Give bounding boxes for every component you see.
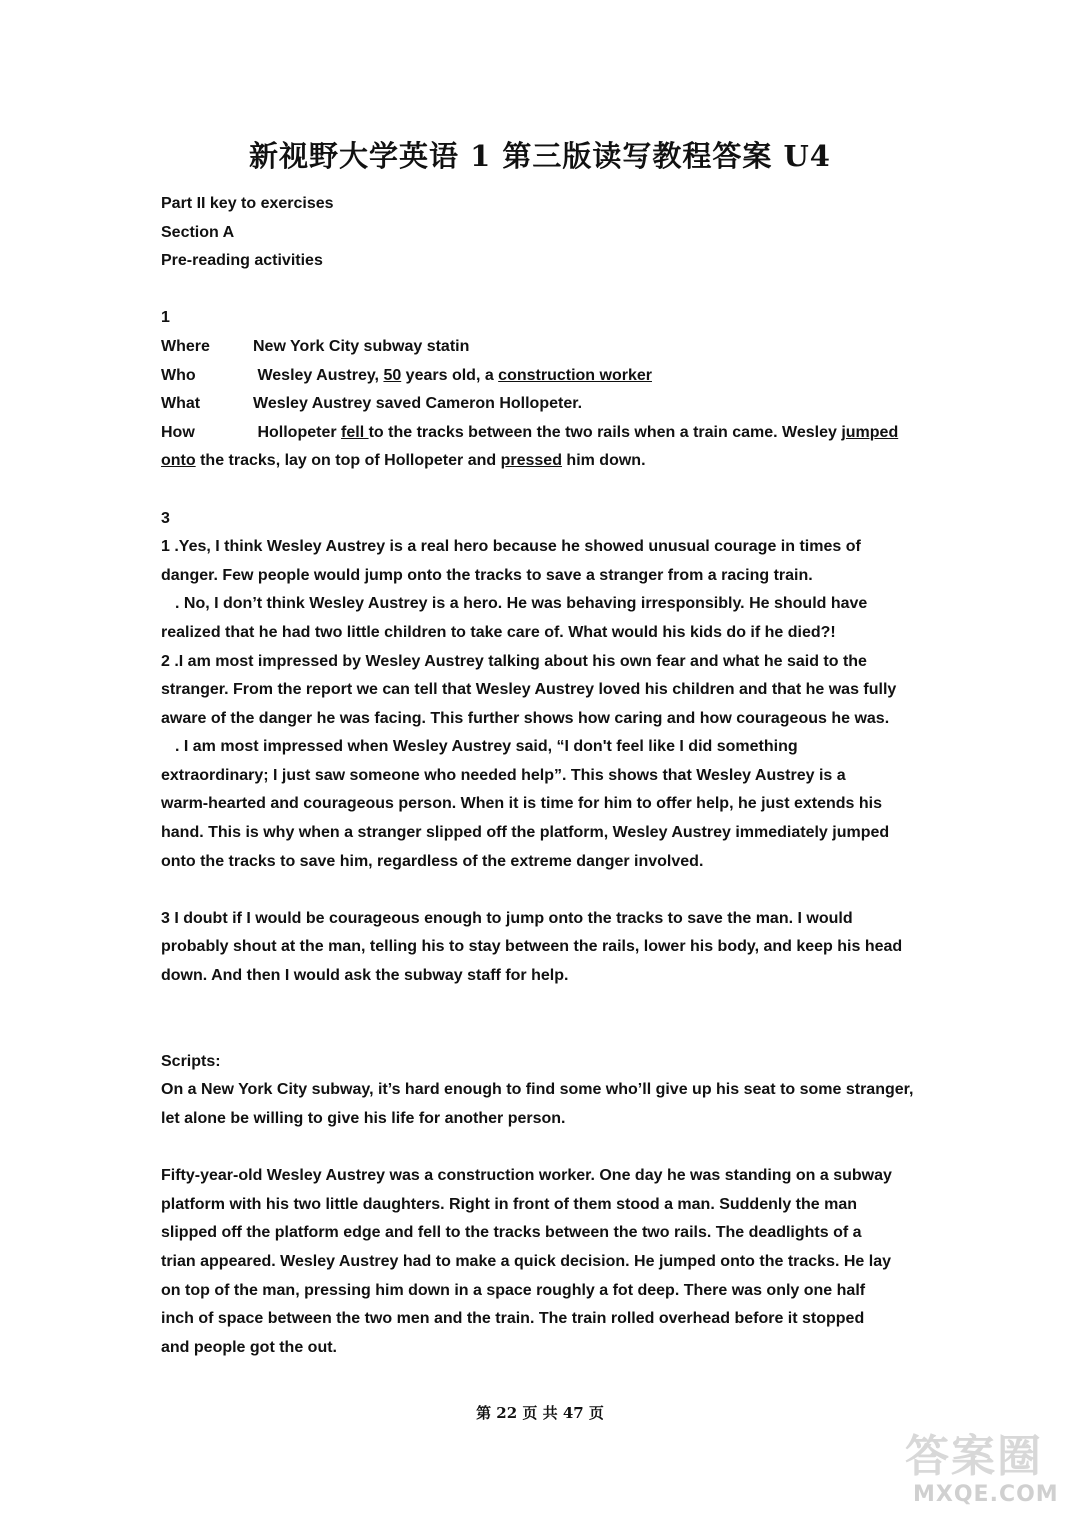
where-value: New York City subway statin — [253, 337, 470, 355]
answer-2-line: . I am most impressed when Wesley Austrey said, “I don't feel like I did something — [175, 738, 798, 756]
pressed-answer: pressed — [500, 452, 562, 470]
answer-2-line: extraordinary; I just saw someone who needed help”. This shows that Wesley Austrey is a — [161, 766, 846, 784]
script-line: platform with his two little daughters. Right in front of them stood a man. Suddenly the man — [161, 1195, 858, 1213]
answer-2-line: onto the tracks to save him, regardless of the extreme danger involved. — [161, 852, 704, 870]
answer-2-line: warm-hearted and courageous person. When it is time for him to offer help, he just extends his — [161, 795, 882, 813]
age-answer: 50 — [383, 366, 402, 384]
script-line: On a New York City subway, it’s hard enough to find some who’ll give up his seat to some stranger, — [161, 1081, 914, 1099]
script-line: inch of space between the two men and the train. The train rolled overhead before it stopped — [161, 1310, 865, 1328]
answer-3-line: probably shout at the man, telling his to stay between the rails, lower his body, and keep his head — [161, 938, 903, 956]
answer-3-line: 3 I doubt if I would be courageous enough to jump onto the tracks to save the man. I would — [161, 909, 853, 927]
where-label: Where — [161, 337, 210, 355]
answer-1-line: danger. Few people would jump onto the tracks to save a stranger from a racing train. — [161, 566, 813, 584]
answer-1-line: . No, I don’t think Wesley Austrey is a hero. He was behaving irresponsibly. He should have — [175, 595, 868, 613]
script-line: Fifty-year-old Wesley Austrey was a construction worker. One day he was standing on a subway — [161, 1167, 892, 1185]
script-line: let alone be willing to give his life for another person. — [161, 1110, 566, 1127]
answer-1-line: 1 .Yes, I think Wesley Austrey is a real hero because he showed unusual courage in times of — [161, 538, 861, 556]
activity-heading: Pre-reading activities — [161, 252, 323, 270]
who-row — [161, 362, 925, 391]
script-line: slipped off the platform edge and fell to the tracks between the two rails. The deadlights of a — [161, 1224, 862, 1242]
onto-answer: onto — [161, 452, 196, 470]
script-line: trian appeared. Wesley Austrey had to make a quick decision. He jumped onto the tracks. He lay — [161, 1252, 892, 1270]
how-value: Hollopeter fell to the tracks between the two rails when a train came. Wesley jumped — [257, 423, 899, 441]
exercise-3-number: 3 — [161, 509, 170, 527]
watermark-logo: 答案圈 — [905, 1431, 1043, 1482]
script-line: on top of the man, pressing him down in a space roughly a fot deep. There was only one half — [161, 1281, 866, 1299]
how-row — [161, 419, 925, 448]
part-heading: Part II key to exercises — [161, 195, 334, 212]
who-value: Wesley Austrey, 50 years old, a construction worker — [257, 366, 652, 384]
what-label: What — [161, 395, 201, 413]
script-line: and people got the out. — [161, 1338, 337, 1356]
watermark — [905, 1420, 1075, 1520]
section-heading: Section A — [161, 223, 235, 241]
who-label: Who — [161, 366, 196, 384]
answer-3-line: down. And then I would ask the subway staff for help. — [161, 967, 569, 985]
fell-answer: fell — [341, 423, 369, 441]
what-value: Wesley Austrey saved Cameron Hollopeter. — [253, 395, 583, 413]
how-label: How — [161, 423, 195, 441]
answer-1-line: realized that he had two little children to take care of. What would his kids do if he died?! — [161, 623, 836, 641]
where-row — [161, 333, 925, 362]
answer-2-line: stranger. From the report we can tell that Wesley Austrey loved his children and that he was fully — [161, 681, 897, 699]
how-value-cont: onto the tracks, lay on top of Hollopeter and pressed him down. — [161, 452, 646, 470]
page-title: 新视野大学英语 1 第三版读写教程答案 U4 — [249, 139, 831, 173]
page-number: 第 22 页 共 47 页 — [476, 1404, 604, 1422]
scripts-label: Scripts: — [161, 1052, 221, 1070]
answer-2-line: hand. This is why when a stranger slipped off the platform, Wesley Austrey immediately jumped — [161, 824, 890, 842]
answer-2-line: aware of the danger he was facing. This further shows how caring and how courageous he was. — [161, 709, 890, 727]
watermark-site: MXQE.COM — [913, 1482, 1059, 1507]
exercise-1-number: 1 — [161, 309, 170, 327]
what-row — [161, 390, 925, 419]
document-body — [161, 190, 925, 1362]
jumped-answer: jumped — [841, 423, 899, 441]
answer-2-line: 2 .I am most impressed by Wesley Austrey talking about his own fear and what he said to the — [161, 652, 867, 670]
job-answer: construction worker — [498, 366, 652, 384]
